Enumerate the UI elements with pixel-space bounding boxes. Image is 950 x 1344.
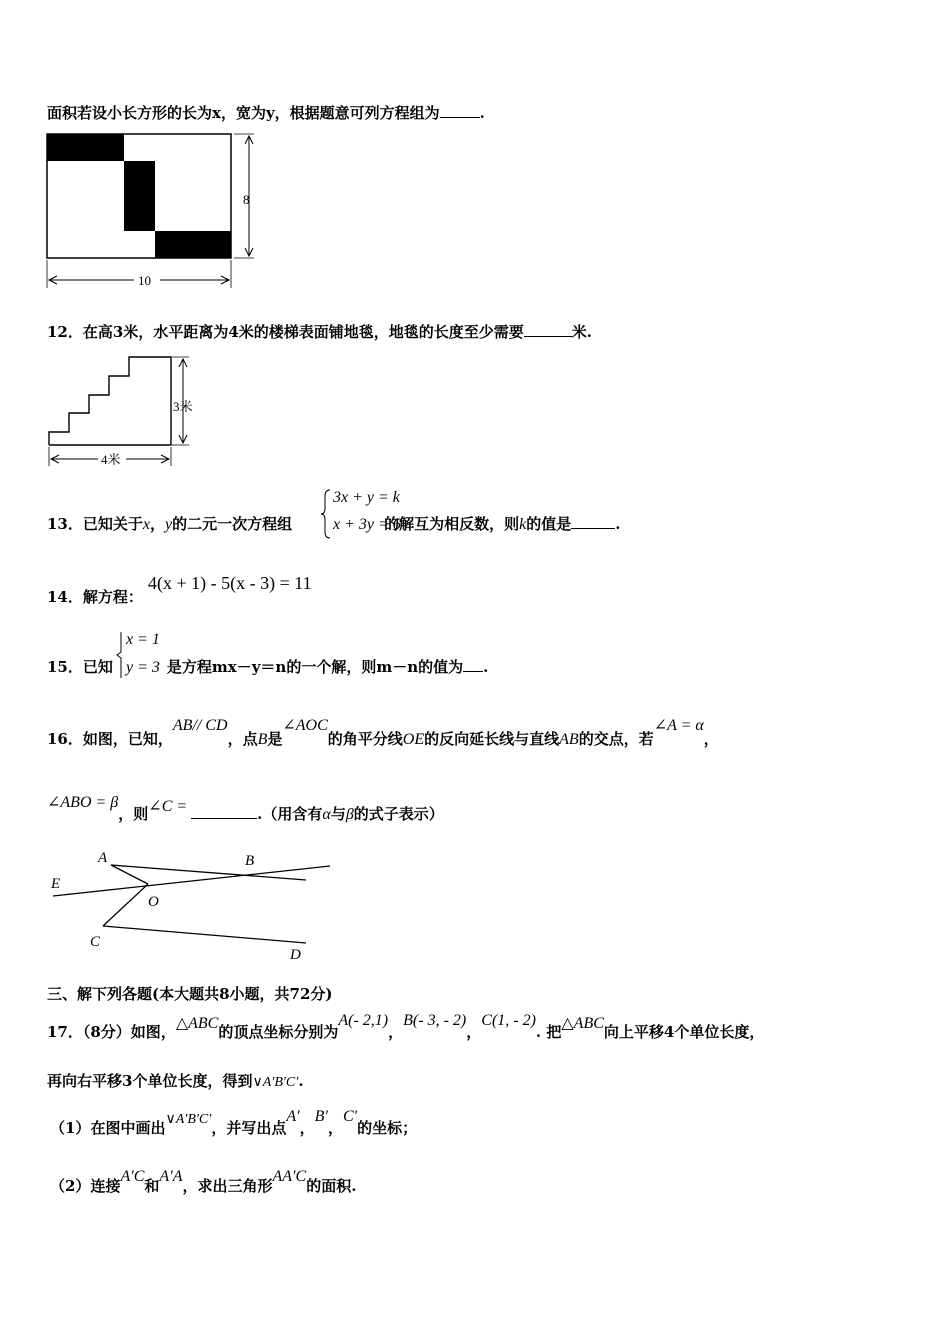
q14-text: 14．解方程： (47, 588, 143, 606)
q14-equation: 4(x + 1) - 5(x - 3) = 11 (148, 573, 312, 593)
q12-staircase-figure (44, 350, 204, 472)
height-label: 8 (243, 192, 250, 207)
staircase-outline (49, 357, 171, 445)
black-rect-1 (47, 134, 124, 161)
width-label: 10 (138, 273, 151, 288)
black-rect-2 (124, 161, 155, 231)
label-O: O (148, 894, 159, 910)
width-label: 4米 (101, 452, 121, 467)
q17-line-1: 17．（8分）如图，△ABC的顶点坐标分别为A(- 2,1)，B(- 3, - 2)，C(1, - 2). 把△ABC向上平移4个单位长度， (47, 1012, 765, 1041)
q13-text: 13．已知关于x，y的二元一次方程组 的解互为相反数，则k的值是 . (47, 515, 621, 533)
q16-line-1: 16．如图，已知，AB// CD，点B是∠AOC的角平分线OE的反向延长线与直线AB的交点，若∠A = α， (47, 717, 719, 748)
label-D: D (290, 947, 301, 963)
q12-text: 12．在高3米，水平距离为4米的楼梯表面铺地毯，地毯的长度至少需要 米. (47, 323, 592, 341)
left-brace-icon (113, 630, 125, 680)
q11-text: 面积若设小长方形的长为x，宽为y，根据题意可列方程组为 . (47, 104, 485, 122)
black-rect-3 (155, 231, 231, 258)
q11-rectangle-figure (40, 126, 270, 292)
label-C: C (90, 934, 101, 950)
answer-blank (571, 514, 615, 529)
answer-blank (463, 657, 483, 672)
left-brace-icon (320, 488, 332, 540)
q17-part-2: （2）连接A′C和A′A，求出三角形AA′C的面积. (50, 1168, 357, 1195)
q13-equation-1: 3x + y = k (333, 489, 400, 506)
q15-equation-2: y = 3 (126, 659, 160, 676)
label-E: E (51, 876, 61, 892)
q17-line-2: 再向右平移3个单位长度，得到∨A′B′C′. (47, 1072, 304, 1090)
q16-line-2: ∠ABO = β，则∠C = .（用含有α与β的式子表示） (47, 794, 444, 823)
line-AB (111, 865, 306, 880)
line-CD (103, 926, 306, 943)
q17-part-1: （1）在图中画出∨A′B′C′，并写出点A′，B′，C′的坐标； (50, 1108, 418, 1137)
q15-text: 15．已知 是方程mx－y＝n的一个解，则m－n的值为 . (47, 658, 489, 676)
answer-blank (524, 322, 572, 337)
height-label: 3米 (173, 399, 193, 414)
answer-blank (191, 804, 257, 819)
label-B: B (245, 853, 255, 869)
q16-geometry-figure (44, 845, 344, 970)
q13-equation-2: x + 3y = 6 (333, 516, 401, 533)
answer-blank (440, 103, 480, 118)
line-EO-extended (53, 866, 330, 896)
q15-equation-1: x = 1 (126, 631, 160, 648)
section-3-title: 三、解下列各题(本大题共8小题，共72分) (47, 985, 333, 1003)
label-A: A (98, 850, 108, 866)
